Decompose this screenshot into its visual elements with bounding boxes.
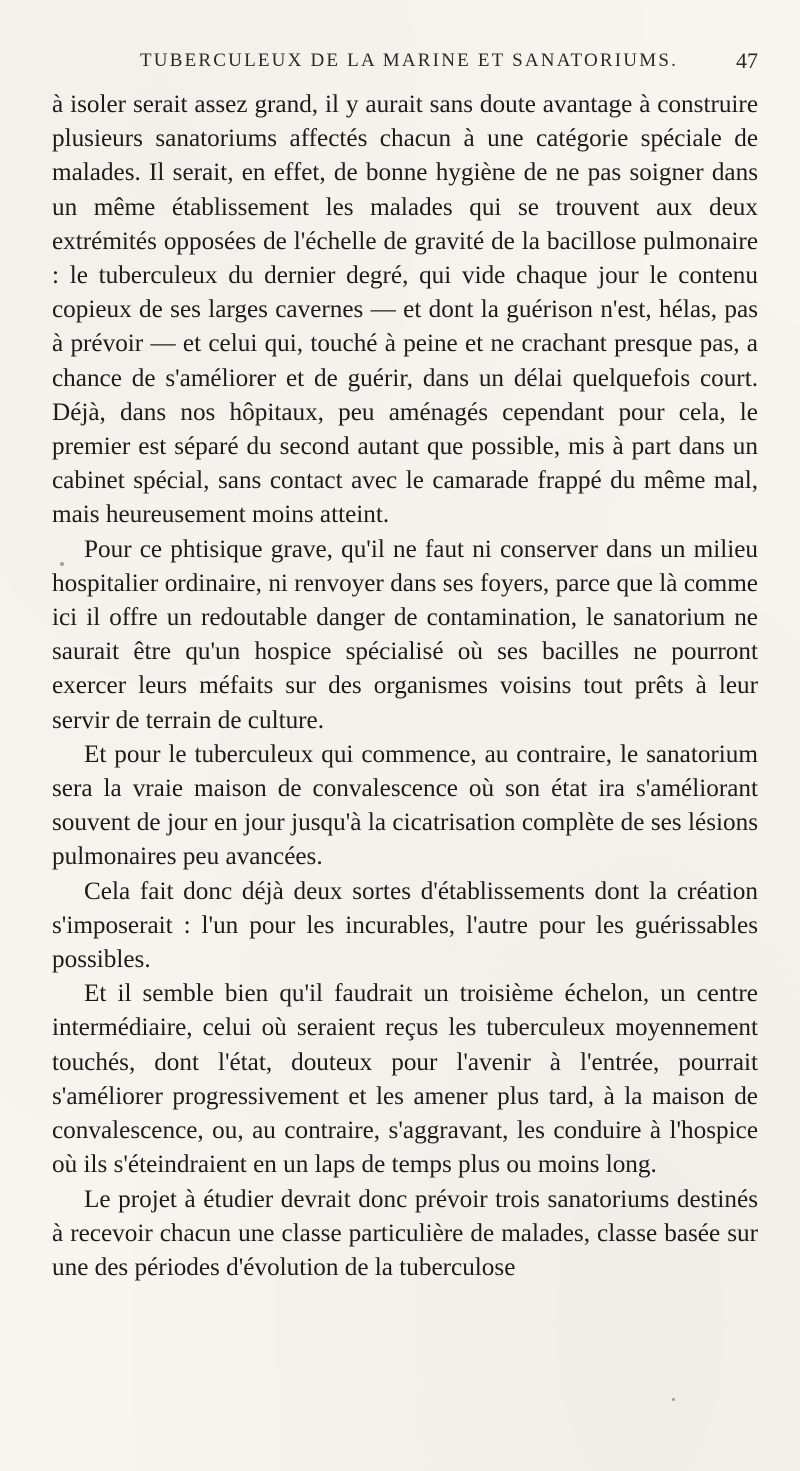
paragraph-3: Et pour le tuberculeux qui commence, au contraire, le sanatorium sera la vraie maison de convalescence où son état ira s'améliorant souvent de jour en jour jusqu'à la cicatrisation complète de ses lésions pulmonaires peu avancées. (52, 740, 758, 871)
paragraph-1: à isoler serait assez grand, il y aurait sans doute avantage à construire plusieurs sanatoriums affectés chacun à une catégorie spéciale de malades. Il serait, en effet, de bonne hygiène de ne pas soigner dans un même établissement les malades qui se trouvent aux deux extrémités opposées de l'échelle de gravité de la bacillose pulmonaire : le tuberculeux du dernier degré, qui vide chaque jour le contenu copieux de ses larges cavernes — et dont la guérison n'est, hélas, pas à prévoir — et celui qui, touché à peine et ne crachant presque pas, a chance de s'améliorer et de guérir, dans un délai quelquefois court. Déjà, dans nos hôpitaux, peu aménagés cependant pour cela, le premier est séparé du second autant que possible, mis à part dans un cabinet spécial, sans contact avec le camarade frappé du même mal, mais heureusement moins atteint. (52, 91, 758, 529)
paragraph-2: Pour ce phtisique grave, qu'il ne faut ni conserver dans un milieu hospitalier ordinaire, ni renvoyer dans ses foyers, parce que là comme ici il offre un redoutable danger de contamination, le sanatorium ne saurait être qu'un hospice spécialisé où ses bacilles ne pourront exercer leurs méfaits sur des organismes voisins tout prêts à leur servir de terrain de culture. (52, 535, 758, 734)
paragraph-4: Cela fait donc déjà deux sortes d'établissements dont la création s'imposerait : l'un pour les incurables, l'autre pour les guérissables possibles. (52, 877, 758, 974)
body-text (52, 88, 758, 1285)
print-speck (60, 562, 64, 566)
running-title: TUBERCULEUX DE LA MARINE ET SANATORIUMS. (140, 50, 679, 71)
print-speck (672, 1398, 675, 1401)
page-number: 47 (736, 48, 758, 73)
page-header (52, 44, 758, 80)
paragraph-5: Et il semble bien qu'il faudrait un troisième échelon, un centre intermédiaire, celui où seraient reçus les tuberculeux moyennement touchés, dont l'état, douteux pour l'avenir à l'entrée, pourrait s'améliorer progressivement et les amener plus tard, à la maison de convalescence, ou, au contraire, s'aggravant, les conduire à l'hospice où ils s'éteindraient en un laps de temps plus ou moins long. (52, 980, 758, 1179)
paragraph-6: Le projet à étudier devrait donc prévoir trois sanatoriums destinés à recevoir chacun une classe particulière de malades, classe basée sur une des périodes d'évolution de la tuberculose (52, 1185, 758, 1281)
